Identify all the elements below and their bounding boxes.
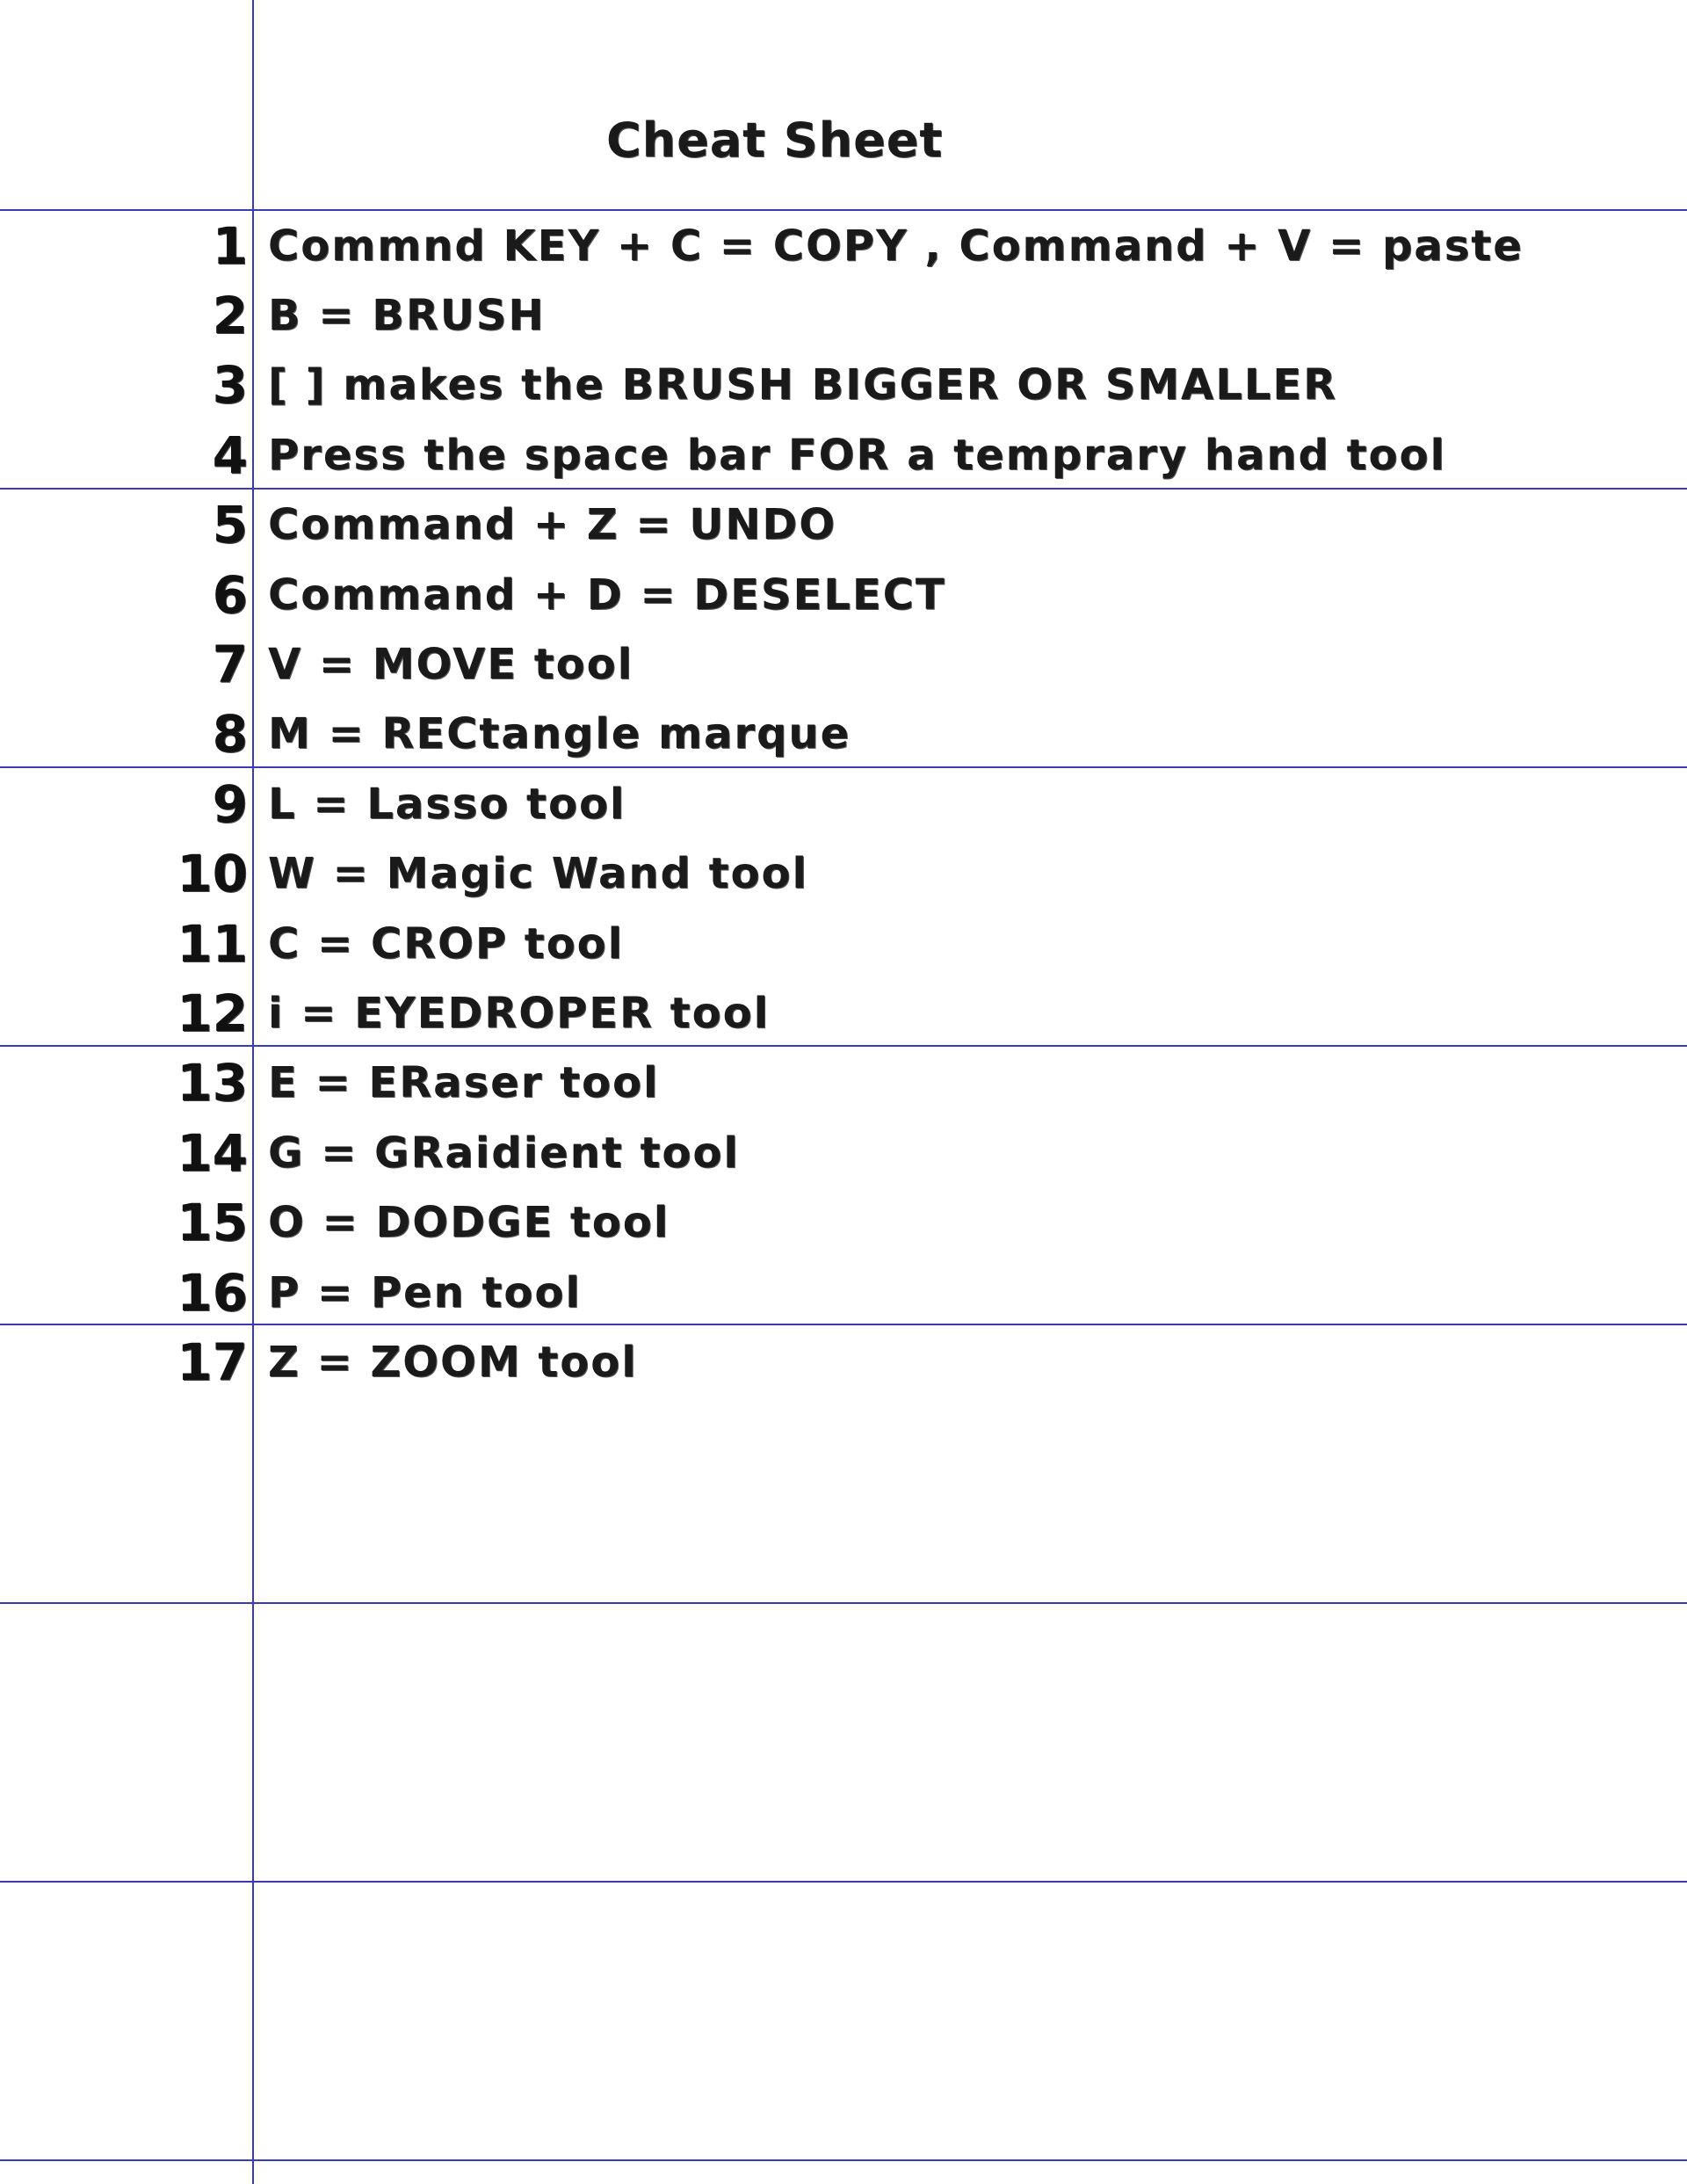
item-text: Command + Z = UNDO xyxy=(268,500,837,550)
list-item xyxy=(0,909,1687,978)
item-number: 8 xyxy=(212,704,248,765)
item-number: 11 xyxy=(177,913,248,974)
page-title: Cheat Sheet xyxy=(606,112,944,168)
shortcut-list xyxy=(0,211,1687,1397)
item-number: 10 xyxy=(177,844,248,904)
list-item xyxy=(0,211,1687,280)
list-item xyxy=(0,490,1687,560)
item-number: 7 xyxy=(212,635,248,695)
list-item xyxy=(0,420,1687,490)
item-text: i = EYEDROPER tool xyxy=(268,988,771,1038)
item-number: 4 xyxy=(212,424,248,485)
item-text: L = Lasso tool xyxy=(268,779,626,829)
item-text: Commnd KEY + C = COPY , Command + V = paste xyxy=(268,221,1524,271)
list-item xyxy=(0,769,1687,838)
item-number: 13 xyxy=(177,1053,248,1114)
item-number: 9 xyxy=(212,773,248,834)
list-item xyxy=(0,351,1687,420)
list-item xyxy=(0,1258,1687,1327)
item-text: C = CROP tool xyxy=(268,918,625,969)
item-number: 16 xyxy=(177,1262,248,1323)
item-number: 5 xyxy=(212,495,248,555)
list-item xyxy=(0,629,1687,699)
list-item xyxy=(0,280,1687,350)
item-text: B = BRUSH xyxy=(268,291,546,341)
item-text: M = RECtangle marque xyxy=(268,709,851,759)
item-number: 17 xyxy=(177,1331,248,1392)
item-text: Z = ZOOM tool xyxy=(268,1337,638,1387)
item-text: O = DODGE tool xyxy=(268,1198,670,1248)
item-text: W = Magic Wand tool xyxy=(268,849,808,899)
item-text: P = Pen tool xyxy=(268,1267,582,1317)
item-number: 3 xyxy=(212,355,248,416)
item-number: 6 xyxy=(212,564,248,625)
item-text: E = ERaser tool xyxy=(268,1058,660,1108)
item-number: 2 xyxy=(212,286,248,346)
list-item xyxy=(0,1048,1687,1118)
item-number: 1 xyxy=(212,215,248,276)
list-item xyxy=(0,1327,1687,1397)
list-item xyxy=(0,839,1687,909)
list-item xyxy=(0,1118,1687,1187)
item-text: Press the space bar FOR a temprary hand tool xyxy=(268,430,1446,480)
list-item xyxy=(0,700,1687,769)
item-text: G = GRaidient tool xyxy=(268,1128,740,1178)
list-item xyxy=(0,560,1687,629)
item-number: 15 xyxy=(177,1193,248,1253)
item-number: 14 xyxy=(177,1122,248,1183)
item-text: V = MOVE tool xyxy=(268,640,634,690)
item-number: 12 xyxy=(177,983,248,1043)
list-item xyxy=(0,1187,1687,1257)
item-text: [ ] makes the BRUSH BIGGER OR SMALLER xyxy=(268,360,1338,410)
list-item xyxy=(0,978,1687,1048)
item-text: Command + D = DESELECT xyxy=(268,570,946,620)
